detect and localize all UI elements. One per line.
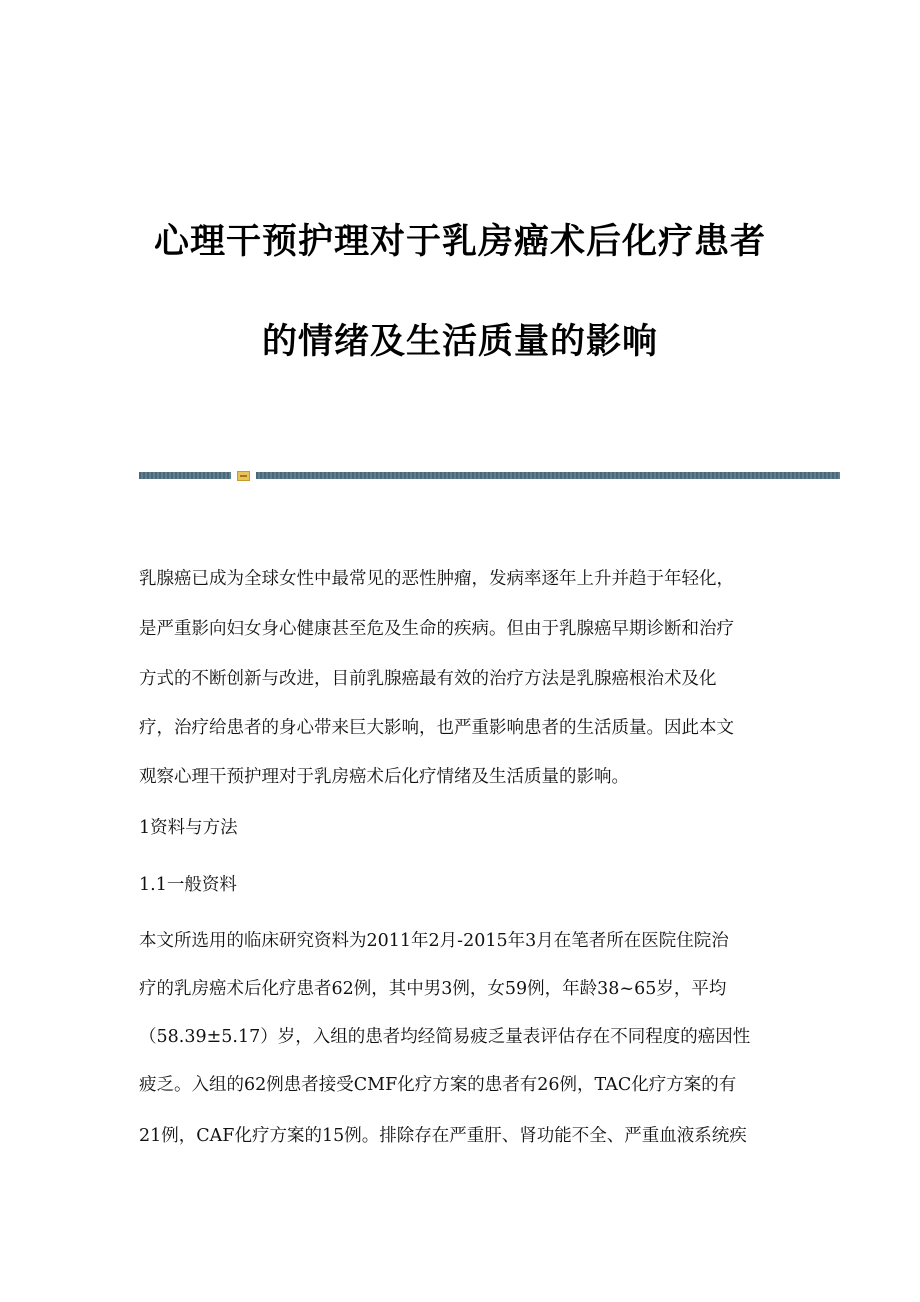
divider-bar-left [139,472,231,479]
title-divider [139,471,840,481]
paragraph-line: 是严重影向妇女身心健康甚至危及生命的疾病。但由于乳腺癌早期诊断和治疗 [139,619,734,639]
paragraph-line: （58.39±5.17）岁，入组的患者均经简易疲乏量表评估存在不同程度的癌因性 [139,1027,751,1047]
divider-bar-right [256,472,840,479]
paragraph-line: 乳腺癌已成为全球女性中最常见的恶性肿瘤，发病率逐年上升并趋于年轻化， [139,569,734,589]
paragraph-line: 方式的不断创新与改进，目前乳腺癌最有效的治疗方法是乳腺癌根治术及化 [139,669,717,689]
divider-ornament-icon [237,471,250,481]
paragraph-line: 疗的乳房癌术后化疗患者62例，其中男3例，女59例，年龄38~65岁，平均 [139,979,727,999]
paragraph-line: 疲乏。入组的62例患者接受CMF化疗方案的患者有26例，TAC化疗方案的有 [139,1075,737,1095]
paragraph-line: 21例，CAF化疗方案的15例。排除存在严重肝、肾功能不全、严重血液系统疾 [139,1126,747,1146]
document-title-line-1: 心理干预护理对于乳房癌术后化疗患者 [153,221,766,262]
subsection-heading: 1.1一般资料 [139,875,237,895]
document-title-line-2: 的情绪及生活质量的影响 [261,321,658,362]
section-heading: 1资料与方法 [139,818,238,838]
paragraph-line: 本文所选用的临床研究资料为2011年2月-2015年3月在笔者所在医院住院治 [139,931,729,951]
paragraph-line: 疗，治疗给患者的身心带来巨大影响，也严重影响患者的生活质量。因此本文 [139,718,734,738]
paragraph-line: 观察心理干预护理对于乳房癌术后化疗情绪及生活质量的影响。 [139,767,629,787]
